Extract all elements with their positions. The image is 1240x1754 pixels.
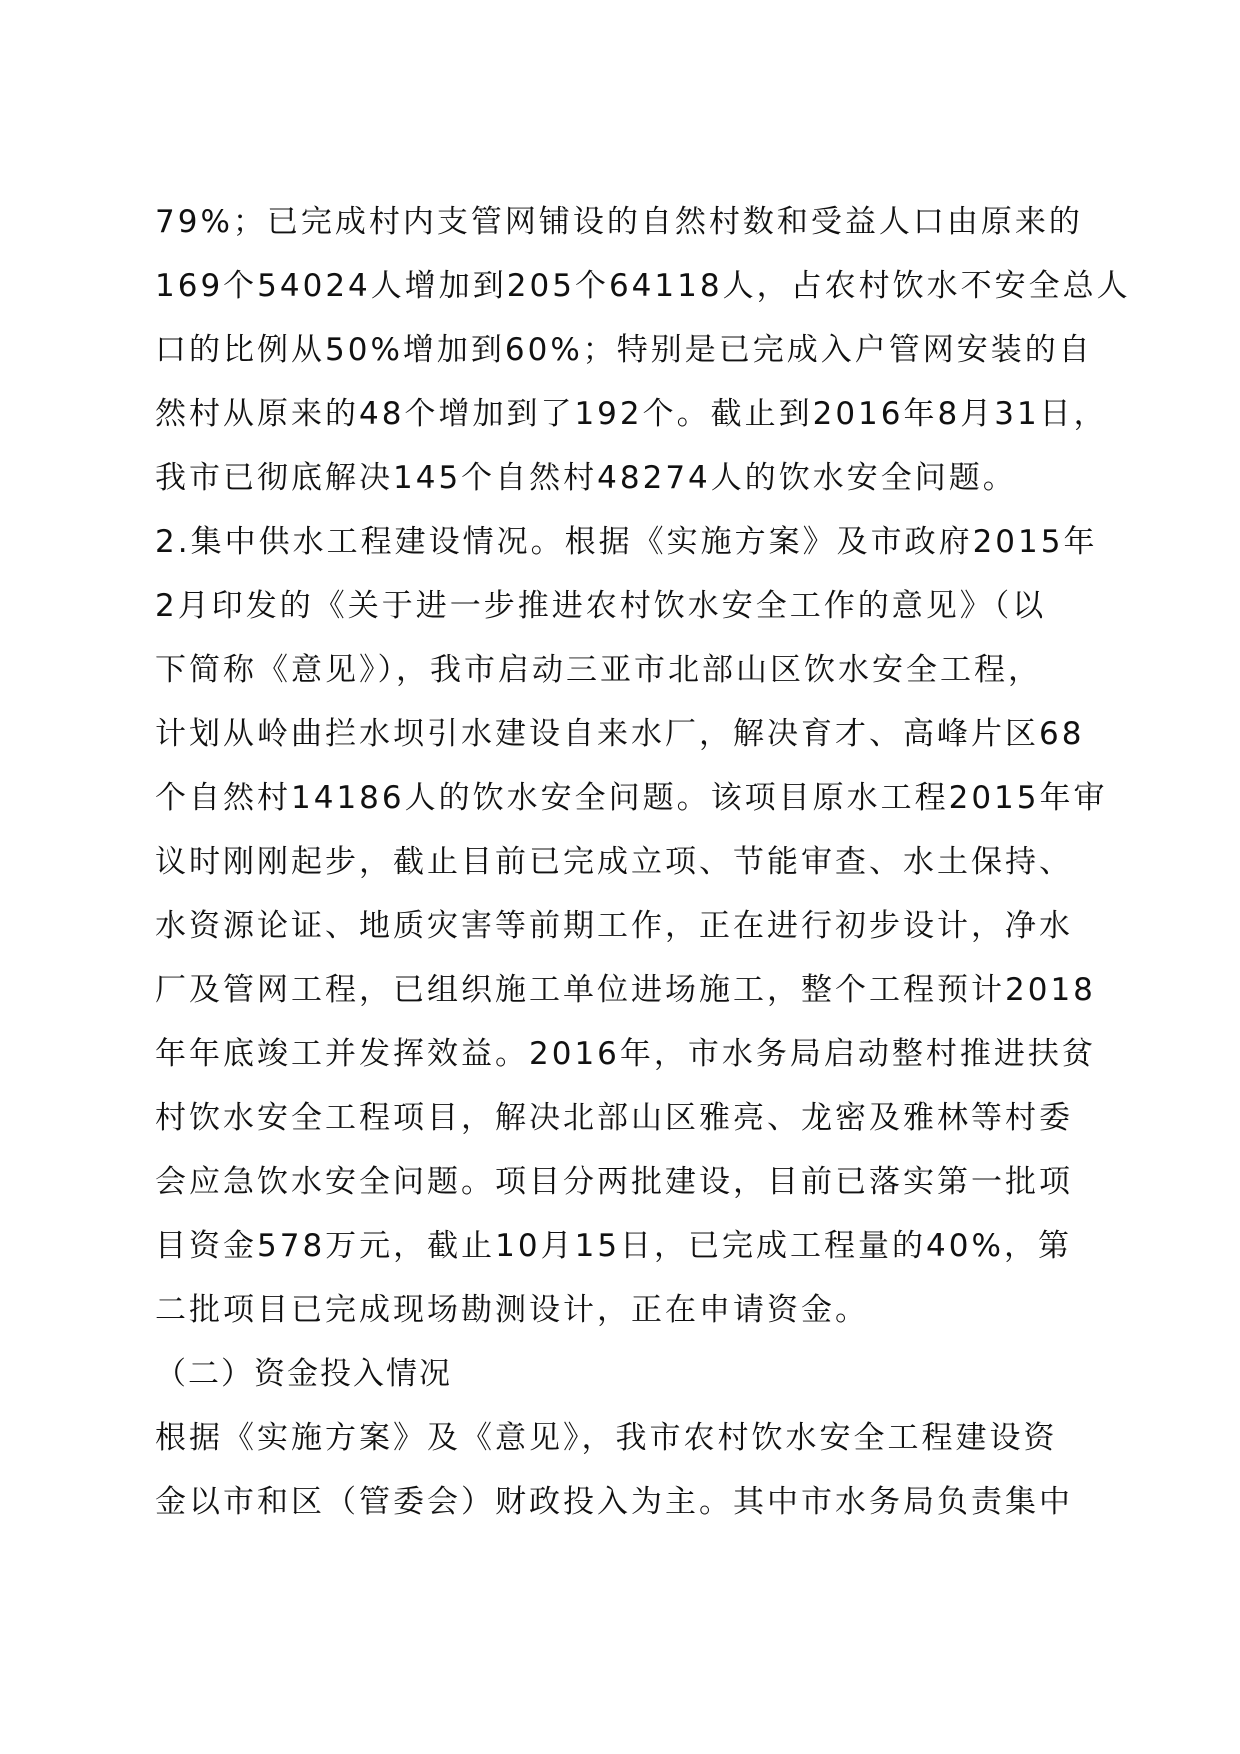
text-line: 会应急饮水安全问题。项目分两批建设，目前已落实第一批项 (155, 1164, 1073, 1200)
text-line: 厂及管网工程，已组织施工单位进场施工，整个工程预计2018 (155, 972, 1096, 1008)
text-line: 我市已彻底解决145个自然村48274人的饮水安全问题。 (155, 460, 1017, 496)
text-line: 2.集中供水工程建设情况。根据《实施方案》及市政府2015年 (155, 524, 1098, 560)
section-heading: （二）资金投入情况 (155, 1356, 452, 1392)
text-line: 议时刚刚起步，截止目前已完成立项、节能审查、水土保持、 (155, 844, 1073, 880)
text-line: 下简称《意见》），我市启动三亚市北部山区饮水安全工程， (155, 652, 1042, 688)
text-line: 79%；已完成村内支管网铺设的自然村数和受益人口由原来的 (155, 204, 1083, 240)
text-line: 计划从岭曲拦水坝引水建设自来水厂，解决育才、高峰片区68 (155, 716, 1085, 752)
text-line: 个自然村14186人的饮水安全问题。该项目原水工程2015年审 (155, 780, 1108, 816)
text-line: 目资金578万元，截止10月15日，已完成工程量的40%，第 (155, 1228, 1072, 1264)
text-line: 金以市和区（管委会）财政投入为主。其中市水务局负责集中 (155, 1484, 1073, 1520)
text-line: 根据《实施方案》及《意见》，我市农村饮水安全工程建设资 (155, 1420, 1058, 1456)
text-line: 二批项目已完成现场勘测设计，正在申请资金。 (155, 1292, 869, 1328)
text-line: 169个54024人增加到205个64118人，占农村饮水不安全总人 (155, 268, 1131, 304)
text-line: 村饮水安全工程项目，解决北部山区雅亮、龙密及雅林等村委 (155, 1100, 1073, 1136)
text-line: 然村从原来的48个增加到了192个。截止到2016年8月31日， (155, 396, 1108, 432)
body-text (155, 190, 1131, 1534)
text-line: 水资源论证、地质灾害等前期工作，正在进行初步设计，净水 (155, 908, 1073, 944)
text-line: 2月印发的《关于进一步推进农村饮水安全工作的意见》（以 (155, 588, 1047, 624)
text-line: 年年底竣工并发挥效益。2016年，市水务局启动整村推进扶贫 (155, 1036, 1096, 1072)
text-line: 口的比例从50%增加到60%；特别是已完成入户管网安装的自 (155, 332, 1093, 368)
